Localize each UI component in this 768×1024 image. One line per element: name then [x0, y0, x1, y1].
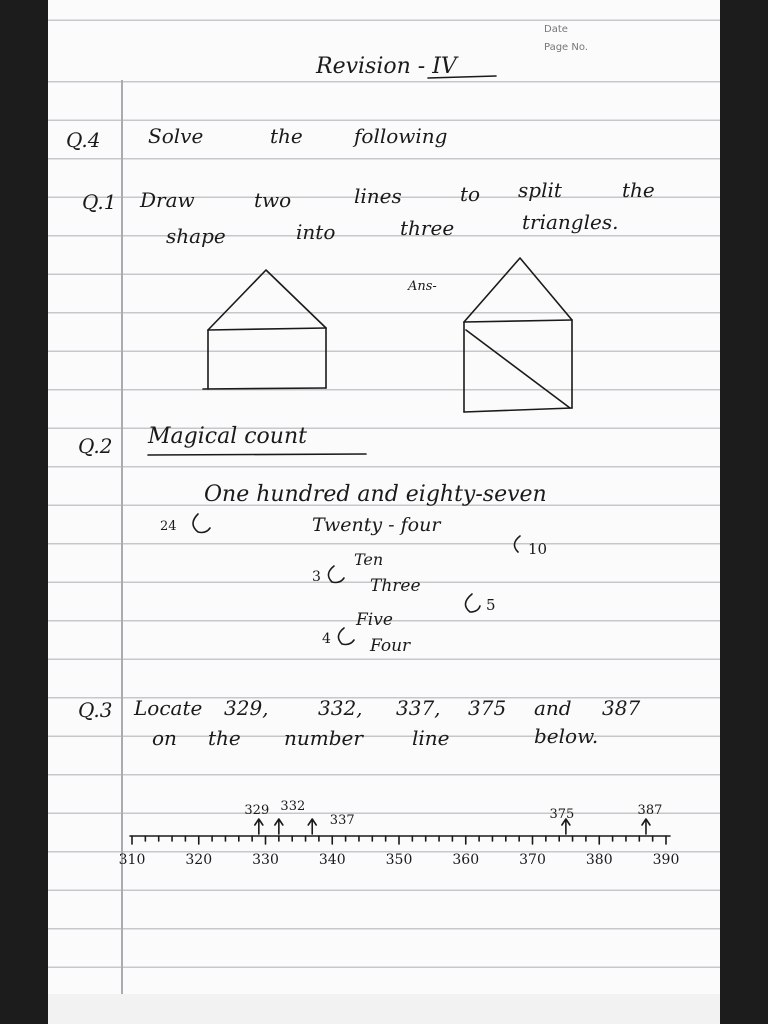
mark-label: 387	[637, 803, 663, 818]
section-word-1: Solve	[148, 124, 204, 148]
q3-word: 387	[602, 696, 641, 720]
q2-number: Q.2	[78, 434, 113, 458]
q3-word: number	[284, 726, 363, 750]
q3-word: 332,	[318, 696, 363, 720]
q3-word: 337,	[396, 696, 441, 720]
section-word-3: following	[354, 124, 448, 148]
tick-label: 390	[652, 852, 680, 868]
q2-title: Magical count	[148, 424, 307, 449]
q3-word: 329,	[224, 696, 269, 720]
q3-word: on	[152, 726, 177, 750]
q3-word: the	[208, 726, 241, 750]
section-number: Q.4	[66, 128, 101, 152]
tick-label: 370	[519, 852, 546, 868]
sequence-item: Five	[356, 610, 393, 630]
q3-word: and	[534, 696, 572, 720]
sequence-item: Four	[370, 636, 411, 656]
tick-label: 320	[185, 852, 213, 868]
tick-label: 310	[118, 852, 146, 868]
sequence-item: Twenty - four	[312, 514, 441, 536]
count-label: 4	[322, 631, 331, 647]
notebook-page	[48, 0, 720, 1024]
count-label: 24	[160, 519, 177, 534]
count-label: 10	[528, 540, 548, 558]
q1-word: split	[518, 178, 562, 202]
page-title: Revision - IV	[316, 54, 457, 79]
q3-number: Q.3	[78, 698, 113, 722]
q1-word: lines	[354, 184, 402, 208]
q3-word: line	[412, 726, 450, 750]
number-line	[48, 0, 720, 1024]
mark-label: 375	[549, 807, 575, 822]
mark-label: 337	[329, 813, 355, 828]
sequence-item: Three	[370, 576, 421, 596]
count-label: 5	[486, 596, 496, 614]
q1-word: to	[460, 182, 481, 206]
tick-label: 340	[318, 852, 346, 868]
tick-label: 330	[252, 852, 279, 868]
mark-label: 332	[280, 799, 306, 814]
page-number-label: Page No.	[544, 42, 588, 53]
mark-label: 329	[244, 803, 270, 818]
q1-word: triangles.	[522, 210, 619, 234]
q1-number: Q.1	[82, 190, 117, 214]
q1-word: Draw	[140, 188, 195, 212]
q1-word: two	[254, 188, 292, 212]
answer-label: Ans-	[408, 279, 437, 294]
q1-word: three	[400, 216, 455, 240]
q3-word: below.	[534, 724, 599, 748]
sequence-item: Ten	[354, 550, 384, 569]
tick-label: 350	[385, 852, 413, 868]
q3-word: 375	[468, 696, 507, 720]
tick-label: 360	[452, 852, 480, 868]
sequence-start: One hundred and eighty-seven	[204, 482, 547, 507]
q1-word: shape	[166, 224, 226, 248]
q3-word: Locate	[134, 696, 203, 720]
q1-word: into	[296, 220, 336, 244]
count-label: 3	[312, 569, 321, 585]
tick-label: 380	[585, 852, 613, 868]
q1-word: the	[622, 178, 655, 202]
date-label: Date	[544, 24, 568, 35]
page-bottom-edge	[48, 994, 720, 1024]
section-word-2: the	[270, 124, 303, 148]
